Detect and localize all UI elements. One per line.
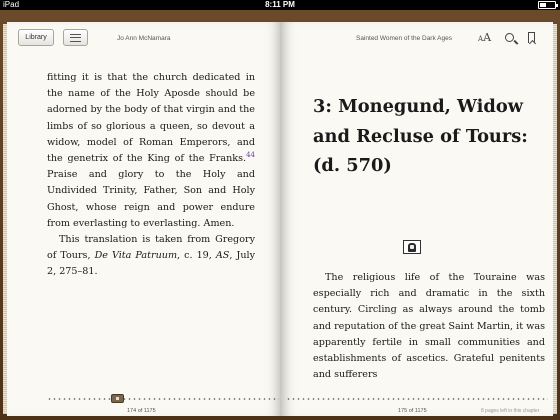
search-icon[interactable] — [505, 33, 514, 42]
left-paragraph-2: This translation is taken from Gregory of Tours, De Vita Patruum, c. 19, AS, July 2, 275–81. — [47, 234, 255, 278]
author-name: Jo Ann McNamara — [117, 35, 171, 42]
pages-left-in-chapter: 8 pages left in this chapter — [481, 408, 540, 414]
library-button[interactable]: Library — [18, 29, 54, 46]
left-page-text — [47, 70, 255, 281]
battery-icon — [538, 1, 556, 9]
font-size-icon[interactable]: AA — [478, 31, 492, 44]
right-page-number: 175 of 1175 — [398, 408, 427, 414]
page-scrubber-track-right[interactable] — [286, 398, 548, 400]
right-page[interactable] — [280, 22, 553, 416]
left-page-number: 174 of 1175 — [127, 408, 156, 414]
status-time: 8:11 PM — [265, 0, 295, 9]
right-paragraph: The religious life of the Touraine was especially rich and dramatic in the sixth century. Circling as always around the tomb and reputation of the great Saint Martin, it was apparently fertile in small communities and establishments of ascetics. Grateful penitents and sufferers — [313, 272, 545, 381]
status-bar — [0, 0, 560, 10]
left-page[interactable] — [7, 22, 280, 416]
footnote-link[interactable]: 44 — [246, 150, 255, 159]
chapter-title: 3: Monegund, Widow and Recluse of Tours: (d. 570) — [313, 96, 528, 176]
book-title: Sainted Women of the Dark Ages — [356, 35, 452, 42]
chapter-ornament-icon — [403, 240, 421, 254]
left-paragraph-1: fitting it is that the church dedicated in the name of the Holy Aposde should be adorned by the body of that virgin and the limbs of so glorious a queen, so devout a widow, model of Roman Emperors, and the genetrix of the King of the Franks.$^{44}$ Praise and glory to the Holy and Undivided Trinity, Father, Son and Holy Ghost, whose reign and power endure from everlasting to everlasting. Amen. — [47, 72, 255, 229]
bookmark-icon[interactable] — [528, 32, 535, 43]
page-scrubber-thumb[interactable] — [111, 394, 124, 403]
book-frame — [0, 10, 560, 420]
table-of-contents-icon — [70, 34, 81, 42]
page-scrubber-track[interactable] — [47, 398, 279, 400]
table-of-contents-button[interactable] — [63, 29, 88, 46]
device-label: iPad — [3, 0, 20, 9]
